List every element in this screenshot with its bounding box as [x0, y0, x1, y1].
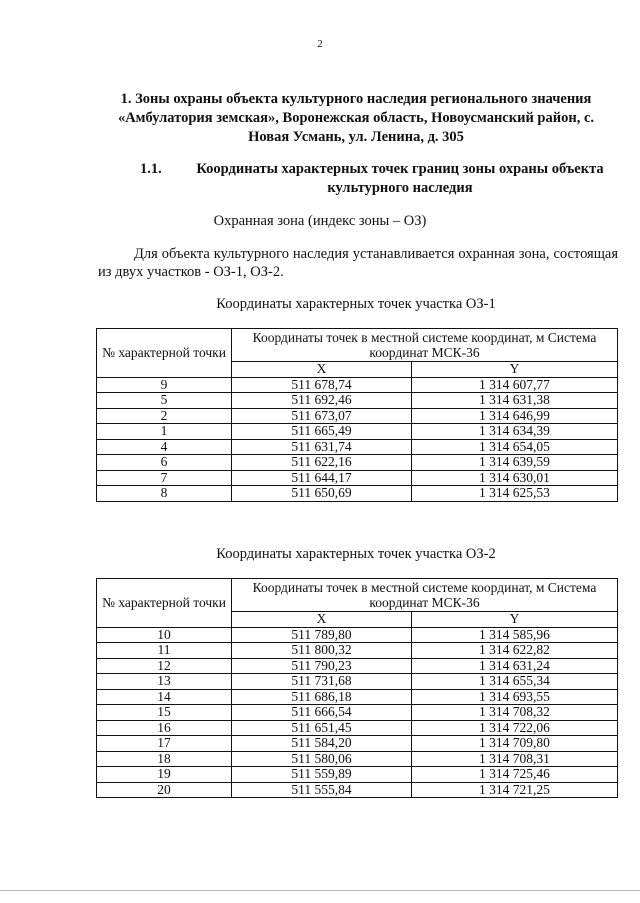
table1-body: [97, 377, 618, 501]
point-number-cell: 19: [97, 767, 232, 783]
x-coordinate-cell: 511 789,80: [232, 627, 412, 643]
x-coordinate-cell: 511 559,89: [232, 767, 412, 783]
x-coordinate-cell: 511 650,69: [232, 486, 412, 502]
y-coordinate-cell: 1 314 622,82: [411, 643, 617, 659]
x-coordinate-cell: 511 678,74: [232, 377, 412, 393]
x-coordinate-cell: 511 692,46: [232, 393, 412, 409]
table-row: [97, 377, 618, 393]
header-x: X: [232, 612, 412, 628]
table-row: [97, 486, 618, 502]
y-coordinate-cell: 1 314 607,77: [411, 377, 617, 393]
header-coords-title: Координаты точек в местной системе координат, м Система координат МСК-36: [232, 329, 618, 362]
point-number-cell: 7: [97, 470, 232, 486]
x-coordinate-cell: 511 631,74: [232, 439, 412, 455]
y-coordinate-cell: 1 314 625,53: [411, 486, 617, 502]
header-y: Y: [411, 362, 617, 378]
table1-caption: Координаты характерных точек участка ОЗ-1: [216, 296, 496, 312]
table-row: [97, 643, 618, 659]
table1-coordinates: [96, 328, 618, 502]
point-number-cell: 20: [97, 782, 232, 798]
point-number-cell: 14: [97, 689, 232, 705]
x-coordinate-cell: 511 686,18: [232, 689, 412, 705]
point-number-cell: 4: [97, 439, 232, 455]
y-coordinate-cell: 1 314 709,80: [411, 736, 617, 752]
subheading-number: 1.1.: [140, 161, 162, 177]
y-coordinate-cell: 1 314 634,39: [411, 424, 617, 440]
point-number-cell: 9: [97, 377, 232, 393]
table2-caption: Координаты характерных точек участка ОЗ-2: [216, 546, 496, 562]
header-point-number: № характерной точки: [97, 579, 232, 628]
table-row: [97, 658, 618, 674]
point-number-cell: 11: [97, 643, 232, 659]
y-coordinate-cell: 1 314 708,31: [411, 751, 617, 767]
x-coordinate-cell: 511 673,07: [232, 408, 412, 424]
point-number-cell: 13: [97, 674, 232, 690]
table-row: [97, 720, 618, 736]
point-number-cell: 1: [97, 424, 232, 440]
y-coordinate-cell: 1 314 585,96: [411, 627, 617, 643]
table-row: [97, 767, 618, 783]
y-coordinate-cell: 1 314 725,46: [411, 767, 617, 783]
page-number: 2: [317, 38, 323, 50]
y-coordinate-cell: 1 314 631,24: [411, 658, 617, 674]
point-number-cell: 18: [97, 751, 232, 767]
zone-title: Охранная зона (индекс зоны – ОЗ): [213, 213, 427, 229]
table-row: [97, 627, 618, 643]
y-coordinate-cell: 1 314 722,06: [411, 720, 617, 736]
table-row: [97, 782, 618, 798]
table-row: [97, 455, 618, 471]
header-coords-title: Координаты точек в местной системе координат, м Система координат МСК-36: [232, 579, 618, 612]
main-heading: 1. Зоны охраны объекта культурного наследия регионального значения «Амбулатория земская», Воронежская область, Новоусманский район, с. Новая Усмань, ул. Ленина, д. 305: [117, 91, 595, 145]
point-number-cell: 2: [97, 408, 232, 424]
table-row: [97, 674, 618, 690]
table-row: [97, 736, 618, 752]
header-x: X: [232, 362, 412, 378]
table-row: [97, 751, 618, 767]
table-row: [97, 705, 618, 721]
table2-body: [97, 627, 618, 798]
body-paragraph: Для объекта культурного наследия устанавливается охранная зона, состоящая из двух участков - ОЗ-1, ОЗ-2.: [98, 246, 618, 280]
table-row: [97, 689, 618, 705]
subheading: [140, 160, 620, 198]
y-coordinate-cell: 1 314 630,01: [411, 470, 617, 486]
x-coordinate-cell: 511 555,84: [232, 782, 412, 798]
point-number-cell: 15: [97, 705, 232, 721]
x-coordinate-cell: 511 665,49: [232, 424, 412, 440]
header-y: Y: [411, 612, 617, 628]
x-coordinate-cell: 511 580,06: [232, 751, 412, 767]
y-coordinate-cell: 1 314 693,55: [411, 689, 617, 705]
y-coordinate-cell: 1 314 654,05: [411, 439, 617, 455]
y-coordinate-cell: 1 314 646,99: [411, 408, 617, 424]
y-coordinate-cell: 1 314 631,38: [411, 393, 617, 409]
point-number-cell: 5: [97, 393, 232, 409]
y-coordinate-cell: 1 314 721,25: [411, 782, 617, 798]
x-coordinate-cell: 511 622,16: [232, 455, 412, 471]
point-number-cell: 12: [97, 658, 232, 674]
table-row: [97, 424, 618, 440]
y-coordinate-cell: 1 314 639,59: [411, 455, 617, 471]
point-number-cell: 10: [97, 627, 232, 643]
x-coordinate-cell: 511 651,45: [232, 720, 412, 736]
subheading-text: Координаты характерных точек границ зоны охраны объекта культурного наследия: [196, 161, 604, 196]
x-coordinate-cell: 511 584,20: [232, 736, 412, 752]
y-coordinate-cell: 1 314 655,34: [411, 674, 617, 690]
table-row: [97, 408, 618, 424]
header-point-number: № характерной точки: [97, 329, 232, 378]
point-number-cell: 16: [97, 720, 232, 736]
point-number-cell: 17: [97, 736, 232, 752]
point-number-cell: 8: [97, 486, 232, 502]
y-coordinate-cell: 1 314 708,32: [411, 705, 617, 721]
page-bottom-divider: [0, 890, 640, 891]
table-row: [97, 439, 618, 455]
x-coordinate-cell: 511 800,32: [232, 643, 412, 659]
x-coordinate-cell: 511 666,54: [232, 705, 412, 721]
x-coordinate-cell: 511 644,17: [232, 470, 412, 486]
point-number-cell: 6: [97, 455, 232, 471]
x-coordinate-cell: 511 731,68: [232, 674, 412, 690]
table2-coordinates: [96, 578, 618, 798]
x-coordinate-cell: 511 790,23: [232, 658, 412, 674]
table-row: [97, 393, 618, 409]
table-row: [97, 470, 618, 486]
